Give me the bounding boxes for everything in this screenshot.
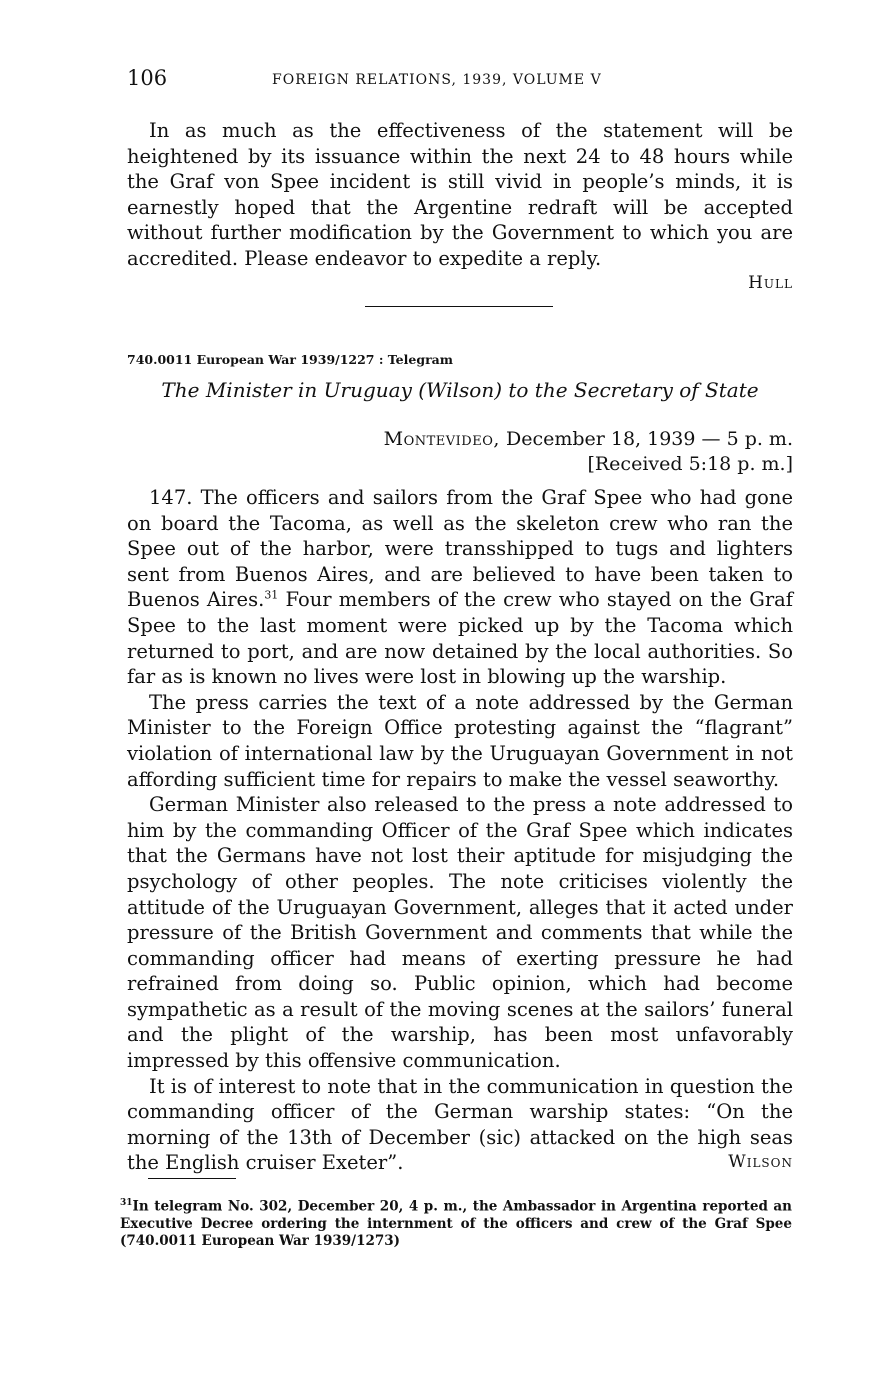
- paragraph-1: [127, 485, 793, 690]
- received-time: [Received 5:18 p. m.]: [587, 453, 793, 475]
- paragraph-4: It is of interest to note that in the communication in question the commanding officer of the German warship states: “On the morning of the 13th of December (sic) attacked on the high seas the English cruiser Exeter”.: [127, 1074, 793, 1175]
- closing-paragraph: In as much as the effectiveness of the statement will be heightened by its issuance within the next 24 to 48 hours while the Graf von Spee incident is still vivid in people’s minds, it is earnestly hoped that the Argentine redraft will be accepted without further modification by the Government to which you are accredited. Please endeavor to expedite a reply.: [127, 119, 793, 270]
- dateline: [384, 427, 793, 477]
- footnote-text: In telegram No. 302, December 20, 4 p. m., the Ambassador in Argentina reported an Executive Decree ordering the internment of the officers and crew of the Graf Spee (740.0011 European War 1939/1273): [120, 1198, 792, 1249]
- signature-wilson: Wilson: [728, 1152, 793, 1172]
- dateline-place: Montevideo,: [383, 428, 500, 450]
- file-reference: 740.0011 European War 1939/1227 : Telegram: [127, 352, 453, 367]
- paragraph-1-text-a: 147. The officers and sailors from the Graf Spee who had gone on board the Tacoma, as well as the skeleton crew who ran the Spee out of the harbor, were transshipped to tugs and lighters sent from Buenos Aires, and are believed to have been taken to Buenos Aires.: [127, 486, 793, 612]
- page-number: 106: [127, 66, 168, 90]
- closing-paragraph-block: [127, 118, 793, 272]
- paragraph-3: German Minister also released to the press a note addressed to him by the commanding Officer of the Graf Spee which indicates that the Germans have not lost their aptitude for misjudging the psychology of other peoples. The note criticises violently the attitude of the Uruguayan Government, alleges that it acted under pressure of the British Government and comments that while the commanding officer had means of exerting pressure he had refrained from doing so. Public opinion, which had become sympathetic as a result of the moving scenes at the sailors’ funeral and the plight of the warship, has been most unfavorably impressed by this offensive communication.: [127, 793, 793, 1073]
- telegram-body: [127, 485, 793, 1176]
- footnote-divider: [148, 1178, 236, 1179]
- running-title: FOREIGN RELATIONS, 1939, VOLUME V: [272, 72, 602, 88]
- signature-hull: Hull: [748, 273, 793, 293]
- footnote-reference: 31: [264, 588, 279, 602]
- footnote: [120, 1195, 792, 1250]
- section-divider: [365, 306, 553, 307]
- document-heading: The Minister in Uruguay (Wilson) to the Secretary of State: [161, 378, 759, 402]
- footnote-number: 31: [120, 1198, 133, 1208]
- paragraph-1-text-b: Four members of the crew who stayed on the Graf Spee to the last moment were picked up by the Tacoma which returned to port, and are now detained by the local authorities. So far as is known no lives were lost in blowing up the warship.: [127, 588, 793, 689]
- dateline-date: December 18, 1939 — 5 p. m.: [505, 428, 793, 450]
- paragraph-2: The press carries the text of a note addressed by the German Minister to the Foreign Office protesting against the “flagrant” violation of international law by the Uruguayan Government in not affording sufficient time for repairs to make the vessel seaworthy.: [127, 690, 793, 791]
